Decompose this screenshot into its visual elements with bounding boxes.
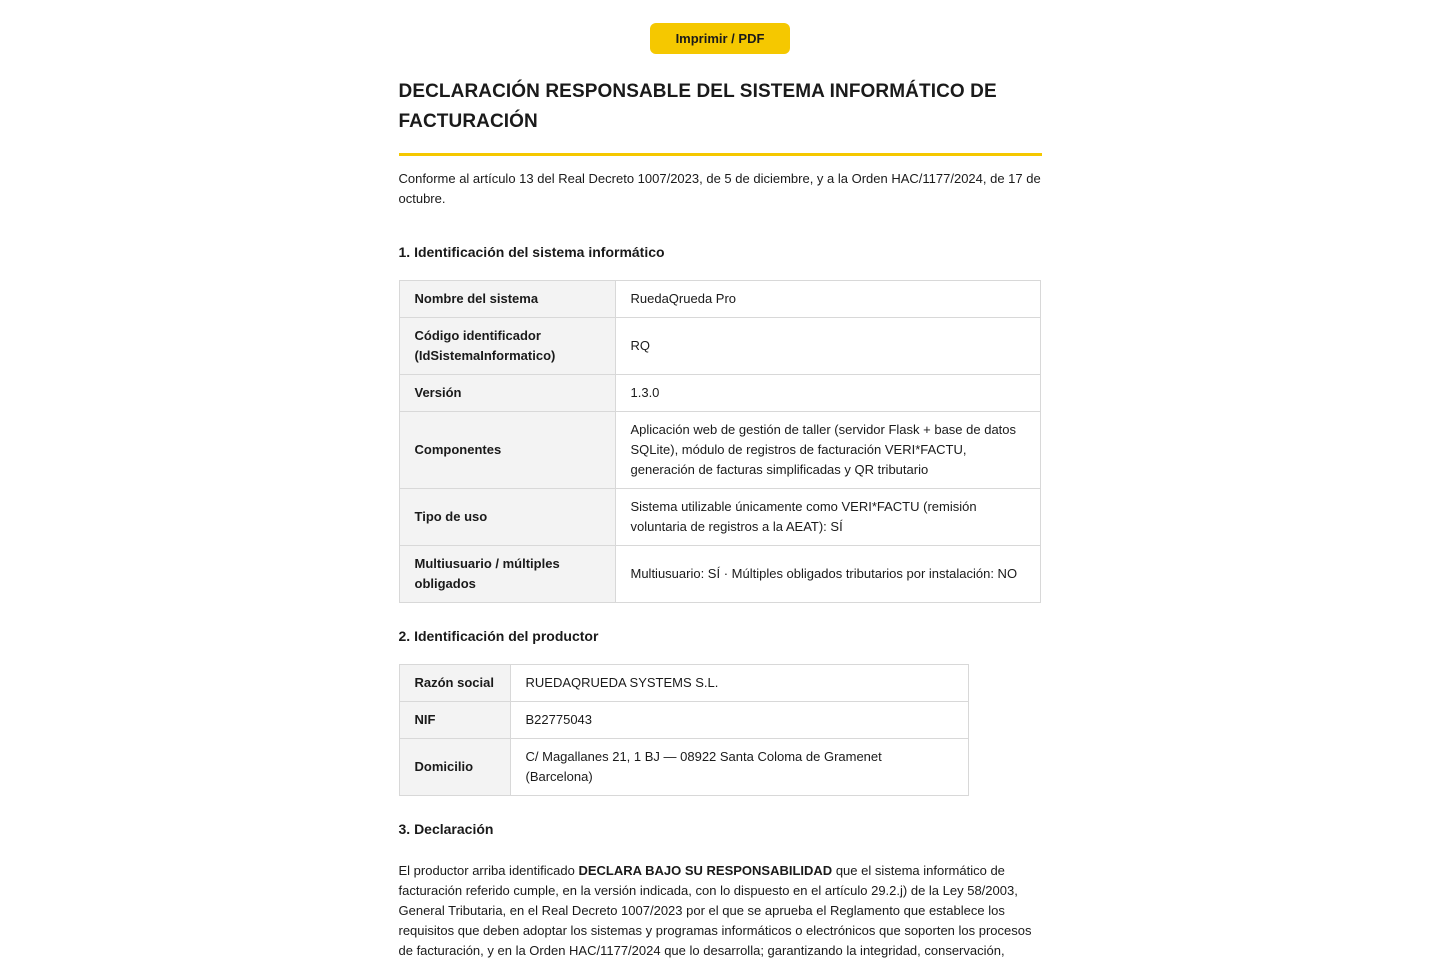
- table-row: [399, 281, 1040, 318]
- row-value: RuedaQrueda Pro: [615, 281, 1040, 318]
- intro-paragraph: Conforme al artículo 13 del Real Decreto 1007/2023, de 5 de diciembre, y a la Orden HAC/1177/2024, de 17 de octubre.: [398, 171, 1041, 206]
- system-identification-table: [399, 280, 1041, 603]
- row-label: Versión: [399, 375, 615, 412]
- section-3-heading: 3. Declaración: [398, 821, 494, 837]
- table-row: [399, 412, 1040, 489]
- table-row: [399, 318, 1040, 375]
- row-label: Multiusuario / múltiples obligados: [399, 546, 615, 603]
- row-value: 1.3.0: [615, 375, 1040, 412]
- table-row: [399, 702, 968, 739]
- row-value: Sistema utilizable únicamente como VERI*FACTU (remisión voluntaria de registros a la AEAT): SÍ: [615, 489, 1040, 546]
- table-row: [399, 546, 1040, 603]
- table-row: [399, 739, 968, 796]
- row-value: RUEDAQRUEDA SYSTEMS S.L.: [510, 665, 968, 702]
- declaration-text-after: que el sistema informático de facturación referido cumple, en la versión indicada, con lo dispuesto en el artículo 29.2.j) de la Ley 58/2003, General Tributaria, en el Real Decreto 1007/2023 por el que se aprueba el Reglamento que establece los requisitos que deben adoptar los sistemas y programas informáticos o electrónicos que soporten los procesos de facturación, y en la Orden HAC/1177/2024 que lo desarrolla; garantizando la integridad, conservación,: [398, 863, 1032, 958]
- print-toolbar: [399, 23, 1042, 54]
- print-pdf-button[interactable]: Imprimir / PDF: [650, 23, 790, 54]
- row-label: Código identificador (IdSistemaInformatico): [399, 318, 615, 375]
- declaration-emphasis: DECLARA BAJO SU RESPONSABILIDAD: [578, 863, 833, 878]
- row-label: Domicilio: [399, 739, 510, 796]
- row-value: Multiusuario: SÍ · Múltiples obligados tributarios por instalación: NO: [615, 546, 1040, 603]
- table-row: [399, 375, 1040, 412]
- document-title: DECLARACIÓN RESPONSABLE DEL SISTEMA INFORMÁTICO DE FACTURACIÓN: [399, 77, 1042, 156]
- row-label: Razón social: [399, 665, 510, 702]
- table-row: [399, 489, 1040, 546]
- declaration-text-before: El productor arriba identificado: [398, 863, 579, 878]
- document-page: [399, 0, 1042, 961]
- row-label: Componentes: [399, 412, 615, 489]
- row-label: Nombre del sistema: [399, 281, 615, 318]
- row-label: Tipo de uso: [399, 489, 615, 546]
- row-value: RQ: [615, 318, 1040, 375]
- row-value: B22775043: [510, 702, 968, 739]
- section-1-heading: 1. Identificación del sistema informático: [398, 244, 665, 260]
- row-value: Aplicación web de gestión de taller (servidor Flask + base de datos SQLite), módulo de registros de facturación VERI*FACTU, generación de facturas simplificadas y QR tributario: [615, 412, 1040, 489]
- declaration-paragraph: [399, 861, 1042, 961]
- row-label: NIF: [399, 702, 510, 739]
- section-2-heading: 2. Identificación del productor: [398, 628, 599, 644]
- table-row: [399, 665, 968, 702]
- producer-identification-table: [399, 664, 969, 796]
- row-value: C/ Magallanes 21, 1 BJ — 08922 Santa Coloma de Gramenet (Barcelona): [510, 739, 968, 796]
